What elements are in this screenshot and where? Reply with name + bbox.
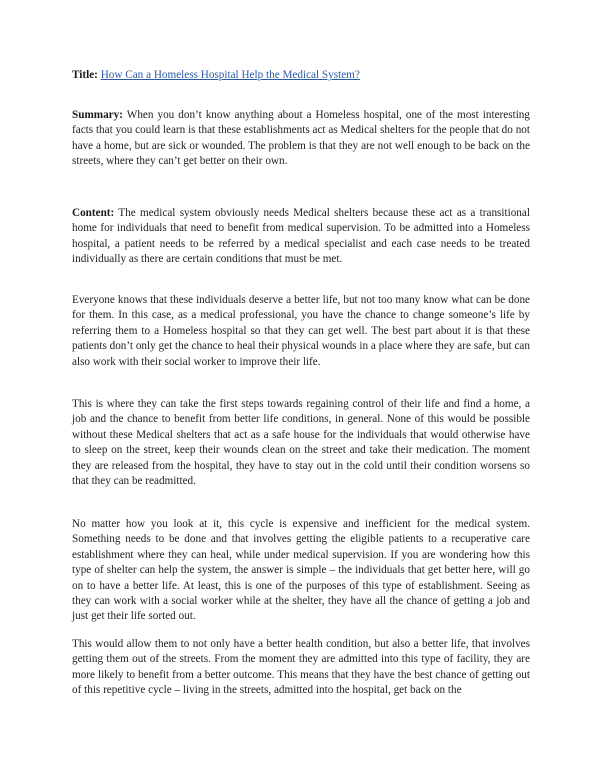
title-line xyxy=(72,68,530,83)
content-label: Content: xyxy=(72,207,115,219)
body-paragraph: No matter how you look at it, this cycle is expensive and inefficient for the medical system. Something needs to be done and that involves getting the eligible patients to a recuperative care establishment where they can heal, while under medical supervision. If you are wondering how this type of shelter can help the system, the answer is simple – the individuals that get better here, will go on to have a better life. At least, this is one of the purposes of this type of establishment. Seeing as they can work with a social worker while at the shelter, they have all the chance of getting a job and just get their life sorted out. xyxy=(72,518,530,623)
summary-label: Summary: xyxy=(72,109,123,121)
body-paragraph: This is where they can take the first steps towards regaining control of their life and find a home, a job and the chance to benefit from better life conditions, in general. None of this would be possible without these Medical shelters that act as a safe house for the individuals that would otherwise have to sleep on the street, keep their wounds clean on the street and take their medication. The moment they are released from the hospital, they have to stay out in the cold until their condition worsens so that they can be readmitted. xyxy=(72,398,530,488)
content-paragraph xyxy=(72,206,530,268)
title-label: Title: xyxy=(72,69,98,81)
body-paragraph: Everyone knows that these individuals deserve a better life, but not too many know what can be done for them. In this case, as a medical professional, you have the chance to change someone’s life by referring them to a Homeless hospital so that they can get well. The best part about it is that these patients don’t only get the chance to heal their physical wounds in a place where they are safe, but can also work with their social worker to improve their life. xyxy=(72,294,530,368)
title-link[interactable]: How Can a Homeless Hospital Help the Medical System? xyxy=(100,69,360,81)
body-paragraph: This would allow them to not only have a better health condition, but also a better life, that involves getting them out of the streets. From the moment they are admitted into this type of facility, they are more likely to benefit from a better outcome. This means that they have the best chance of getting out of this repetitive cycle – living in the streets, admitted into the hospital, get back on the xyxy=(72,638,530,697)
summary-text: When you don’t know anything about a Homeless hospital, one of the most interesting facts that you could learn is that these establishments act as Medical shelters for the people that do not have a home, but are sick or wounded. The problem is that they are not well enough to be back on the streets, where they can’t get better on their own. xyxy=(72,109,530,168)
content-text: The medical system obviously needs Medical shelters because these act as a transitional home for individuals that need to benefit from medical supervision. To be admitted into a Homeless hospital, a patient needs to be referred by a medical specialist and each case needs to be treated individually as there are certain conditions that must be met. xyxy=(72,207,530,266)
summary-paragraph xyxy=(72,108,530,170)
